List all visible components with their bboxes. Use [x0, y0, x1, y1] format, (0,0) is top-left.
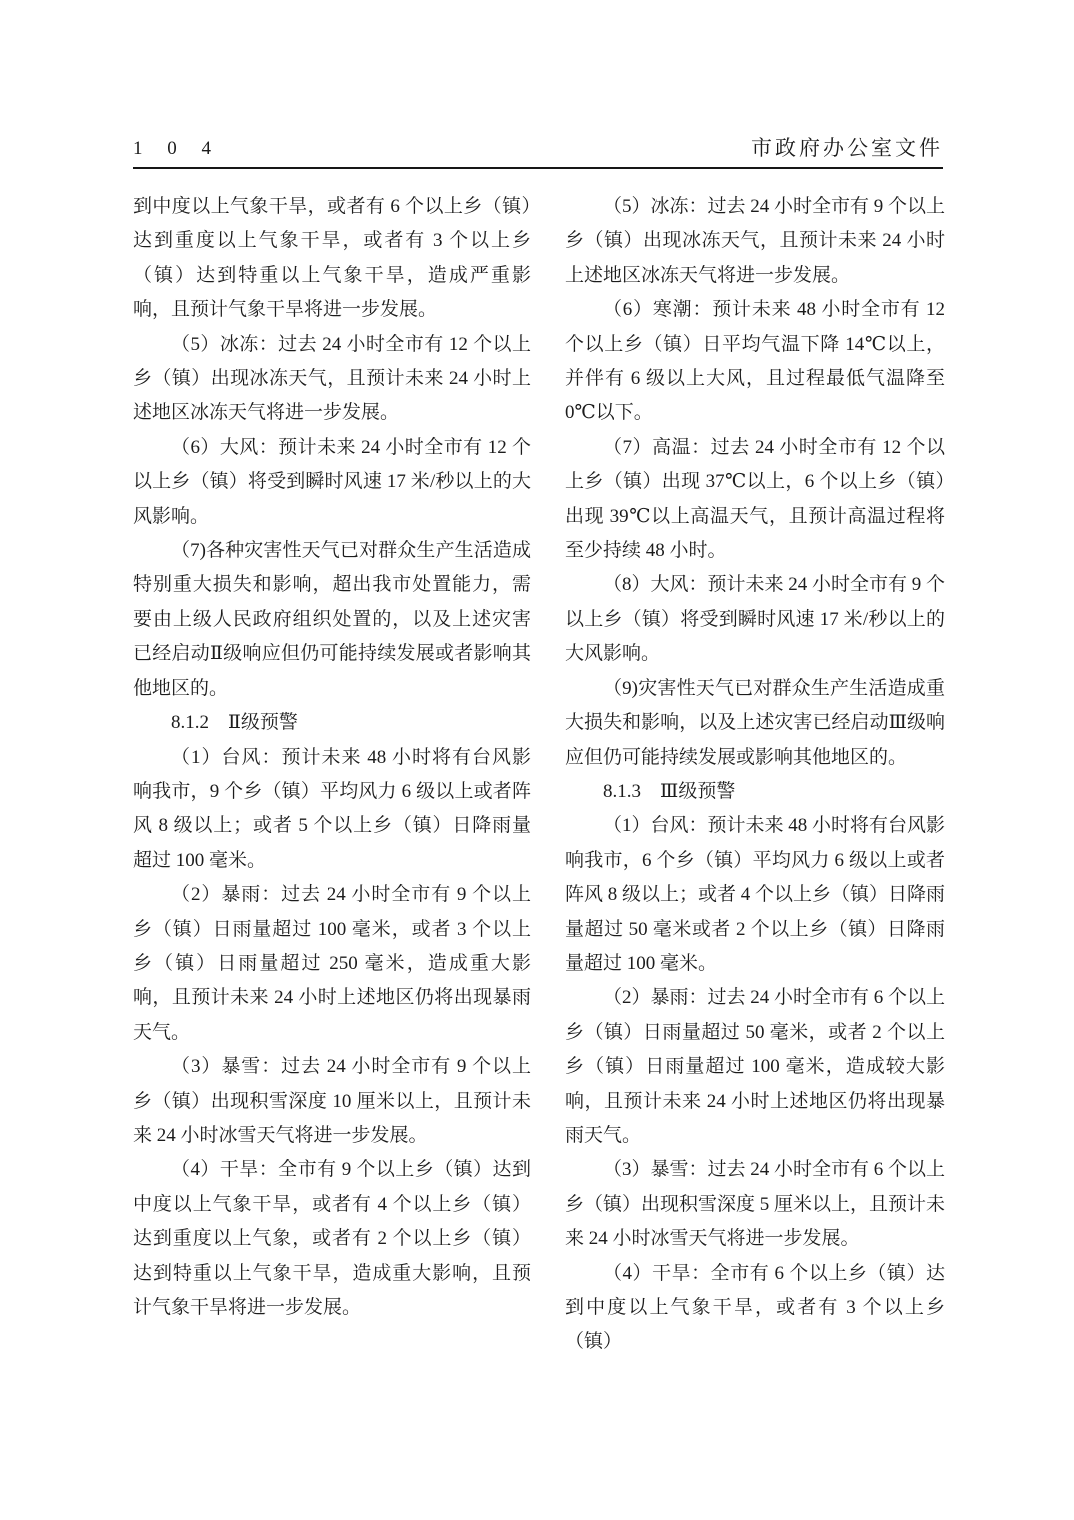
paragraph: （8）大风：预计未来 24 小时全市有 9 个以上乡（镇）将受到瞬时风速 17 米/秒以上的大风影响。: [565, 574, 946, 665]
paragraph: （9)灾害性天气已对群众生产生活造成重大损失和影响，以及上述灾害已经启动Ⅲ级响应但仍可能持续发展或影响其他地区的。: [565, 677, 945, 768]
paragraph: （7）高温：过去 24 小时全市有 12 个以上乡（镇）出现 37℃以上，6 个以上乡（镇）出现 39℃以上高温天气，且预计高温过程将至少持续 48 小时。: [565, 436, 945, 562]
page-number: 1 0 4: [133, 138, 221, 159]
paragraph: （3）暴雪：过去 24 小时全市有 6 个以上乡（镇）出现积雪深度 5 厘米以上，且预计未来 24 小时冰雪天气将进一步发展。: [565, 1159, 946, 1250]
paragraph: （3）暴雪：过去 24 小时全市有 9 个以上乡（镇）出现积雪深度 10 厘米以上，且预计未来 24 小时冰雪天气将进一步发展。: [133, 1056, 531, 1146]
right-column: [565, 190, 945, 1360]
paragraph: （1）台风：预计未来 48 小时将有台风影响我市，9 个乡（镇）平均风力 6 级以上或者阵风 8 级以上；或者 5 个以上乡（镇）日降雨量超过 100 毫米。: [133, 746, 531, 871]
paragraph: （5）冰冻：过去 24 小时全市有 9 个以上乡（镇）出现冰冻天气，且预计未来 24 小时上述地区冰冻天气将进一步发展。: [565, 196, 946, 286]
paragraph: （7)各种灾害性天气已对群众生产生活造成特别重大损失和影响，超出我市处置能力，需要由上级人民政府组织处置的，以及上述灾害已经启动Ⅱ级响应但仍可能持续发展或者影响其他地区的。: [133, 540, 531, 699]
paragraph: （5）冰冻：过去 24 小时全市有 12 个以上乡（镇）出现冰冻天气，且预计未来 24 小时上述地区冰冻天气将进一步发展。: [133, 333, 531, 424]
section-heading-8-1-3: 8.1.3 Ⅲ级预警: [603, 780, 736, 802]
paragraph: （6）大风：预计未来 24 小时全市有 12 个以上乡（镇）将受到瞬时风速 17 米/秒以上的大风影响。: [133, 436, 531, 527]
page-header: [133, 136, 943, 169]
left-column: [133, 190, 531, 1360]
paragraph: 到中度以上气象干旱，或者有 6 个以上乡（镇）达到重度以上气象干旱，或者有 3 个以上乡（镇）达到特重以上气象干旱，造成严重影响，且预计气象干旱将进一步发展。: [133, 196, 531, 321]
paragraph: （2）暴雨：过去 24 小时全市有 9 个以上乡（镇）日雨量超过 100 毫米，或者 3 个以上乡（镇）日雨量超过 250 毫米，造成重大影响，且预计未来 24 小时上述地区仍将出现暴雨天气。: [133, 884, 531, 1043]
paragraph: （4）干旱：全市有 9 个以上乡（镇）达到中度以上气象干旱，或者有 4 个以上乡（镇）达到重度以上气象，或者有 2 个以上乡（镇）达到特重以上气象干旱，造成重大影响，且预计气象干旱将进一步发展。: [133, 1159, 531, 1318]
section-heading-8-1-2: 8.1.2 Ⅱ级预警: [171, 712, 298, 734]
paragraph: （1）台风：预计未来 48 小时将有台风影响我市，6 个乡（镇）平均风力 6 级以上或者阵风 8 级以上；或者 4 个以上乡（镇）日降雨量超过 50 毫米或者 2 个以上乡（镇）日降雨量超过 100 毫米。: [565, 815, 946, 974]
paragraph: （2）暴雨：过去 24 小时全市有 6 个以上乡（镇）日雨量超过 50 毫米，或者 2 个以上乡（镇）日雨量超过 100 毫米，造成较大影响，且预计未来 24 小时上述地区仍将出现暴雨天气。: [565, 987, 946, 1146]
text-columns: [133, 190, 945, 1360]
header-doc-label: 市政府办公室文件: [751, 136, 943, 160]
paragraph: （4）干旱：全市有 6 个以上乡（镇）达到中度以上气象干旱，或者有 3 个以上乡（镇）: [565, 1262, 945, 1353]
paragraph: （6）寒潮：预计未来 48 小时全市有 12 个以上乡（镇）日平均气温下降 14℃以上，并伴有 6 级以上大风，且过程最低气温降至 0℃以下。: [565, 299, 945, 424]
